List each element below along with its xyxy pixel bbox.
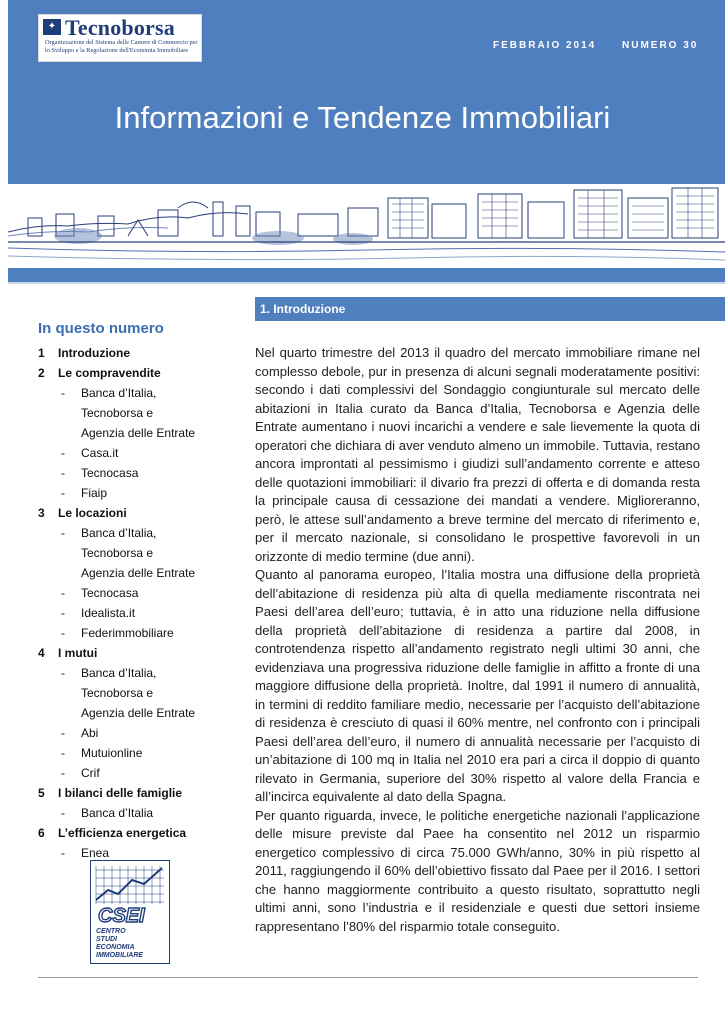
- toc-section: [38, 343, 228, 363]
- toc-subitem: [38, 583, 228, 603]
- toc-section-label: I bilanci delle famiglie: [58, 786, 183, 800]
- logo-name: Tecnoborsa: [65, 15, 175, 40]
- toc-dash: -: [61, 746, 65, 760]
- toc-subitem-label: Mutuionline: [81, 746, 143, 760]
- toc-section-label: Le compravendite: [58, 366, 161, 380]
- toc-subitem-label: Tecnocasa: [81, 466, 139, 480]
- toc-section-number: 4: [38, 646, 45, 660]
- toc-subitem-label: Agenzia delle Entrate: [81, 706, 196, 720]
- toc-section-label: Le locazioni: [58, 506, 127, 520]
- toc-subitem-label: Tecnoborsa e: [81, 546, 154, 560]
- toc-subitem-label: Federimmobiliare: [81, 626, 174, 640]
- toc-subitem-label: Banca d’Italia,: [81, 386, 157, 400]
- table-of-contents: [38, 343, 228, 863]
- toc-subitem: [38, 723, 228, 743]
- city-skyline-illustration: [8, 184, 725, 268]
- toc-dash: -: [61, 386, 65, 400]
- toc-section-number: 5: [38, 786, 45, 800]
- chamber-emblem-icon: ✦: [43, 19, 61, 35]
- toc-section: [38, 783, 228, 803]
- toc-dash: -: [61, 726, 65, 740]
- csei-line-4: IMMOBILIARE: [96, 952, 144, 959]
- header-divider: [8, 282, 725, 284]
- toc-subitem: [38, 803, 228, 823]
- paragraph: Nel quarto trimestre del 2013 il quadro del mercato immobiliare rimane nel complesso debole, pur in presenza di alcuni segnali moderatamente positivi: secondo i dati complessivi del Sondaggio congiunturale sul mercato delle abitazioni in Italia curato da Banca d’Italia, Tecnoborsa e Agenzia delle Entrate aumentano i nuovi incarichi a vendere e sale lievemente la quota di operatori che dichiara di aver venduto almeno un immobile. Tuttavia, restano ancora improntati al pessimismo i giudizi sull’andamento corrente e atteso delle quotazioni immobiliari: il divario fra prezzi di offerta e di domanda resta la principale causa di cessazione dei mandati a vendere. Miglioreranno, però, le attese sull’andamento a breve termine del mercato di riferimento e, per il mercato nazionale, si consolidano le prospettive favorevoli in un orizzonte di medio termine (due anni).: [255, 345, 700, 564]
- issue-date: FEBBRAIO 2014: [493, 40, 597, 51]
- paragraph: Per quanto riguarda, invece, le politiche energetiche nazionali l’applicazione delle misure previste dal Paee ha consentito nel 2012 un risparmio energetico complessivo di circa 75.000 GWh/anno, 30% in più rispetto al 2011, raggiungendo il 60% dell’obiettivo fissato dal Paee per il 2016. I settori che hanno maggiormente contribuito a questo risultato, soprattutto negli ultimi anni, sono l’industria e il residenziale e questi due settori insieme rappresentano l’80% del risparmio totale conseguito.: [255, 807, 700, 934]
- toc-subitem: [38, 663, 228, 723]
- csei-line-1: CENTRO: [96, 928, 126, 935]
- toc-subitem-label: Tecnoborsa e: [81, 686, 154, 700]
- toc-heading: In questo numero: [38, 320, 164, 337]
- section-title: 1. Introduzione: [260, 302, 346, 316]
- toc-subitem-label: Tecnoborsa e: [81, 406, 154, 420]
- toc-section-number: 6: [38, 826, 45, 840]
- toc-subitem-label: Agenzia delle Entrate: [81, 426, 196, 440]
- toc-section-label: L’efficienza energetica: [58, 826, 187, 840]
- toc-subitem: [38, 463, 228, 483]
- toc-section-number: 1: [38, 346, 45, 360]
- toc-section-label: Introduzione: [58, 346, 130, 360]
- csei-line-3: ECONOMIA: [96, 944, 135, 951]
- toc-subitem-label: Enea: [81, 846, 110, 860]
- toc-dash: -: [61, 486, 65, 500]
- toc-subitem-label: Idealista.it: [81, 606, 136, 620]
- toc-dash: -: [61, 766, 65, 780]
- toc-dash: -: [61, 606, 65, 620]
- footer-divider: [38, 977, 698, 978]
- toc-dash: -: [61, 666, 65, 680]
- toc-dash: -: [61, 526, 65, 540]
- toc-subitem-label: Banca d’Italia,: [81, 666, 157, 680]
- toc-subitem: [38, 743, 228, 763]
- toc-subitem: [38, 443, 228, 463]
- toc-section: [38, 363, 228, 383]
- article-body: [255, 344, 700, 936]
- toc-dash: -: [61, 446, 65, 460]
- section-header-bar: [255, 297, 725, 321]
- csei-logo-name: CSEI: [98, 905, 145, 927]
- toc-subitem: [38, 763, 228, 783]
- toc-subitem-label: Crif: [81, 766, 100, 780]
- toc-subitem-label: Tecnocasa: [81, 586, 139, 600]
- toc-subitem: [38, 383, 228, 443]
- toc-section-number: 2: [38, 366, 45, 380]
- csei-line-2: STUDI: [96, 936, 117, 943]
- toc-section-label: I mutui: [58, 646, 98, 660]
- toc-section: [38, 823, 228, 843]
- toc-subitem: [38, 523, 228, 583]
- issue-number: NUMERO 30: [622, 40, 699, 51]
- toc-dash: -: [61, 466, 65, 480]
- toc-subitem: [38, 483, 228, 503]
- toc-dash: -: [61, 586, 65, 600]
- logo-subtitle: Organizzazione del Sistema delle Camere di Commercio per lo Sviluppo e la Regolazione dell'Economia Immobiliare: [45, 39, 198, 54]
- toc-dash: -: [61, 806, 65, 820]
- toc-subitem-label: Casa.it: [81, 446, 119, 460]
- toc-subitem-label: Agenzia delle Entrate: [81, 566, 196, 580]
- toc-subitem: [38, 603, 228, 623]
- toc-dash: -: [61, 846, 65, 860]
- toc-subitem-label: Banca d’Italia,: [81, 526, 157, 540]
- toc-subitem-label: Abi: [81, 726, 99, 740]
- toc-dash: -: [61, 626, 65, 640]
- toc-section-number: 3: [38, 506, 45, 520]
- toc-subitem: [38, 623, 228, 643]
- paragraph: Quanto al panorama europeo, l’Italia mostra una diffusione della proprietà dell’abitazione di residenza più alta di quella mediamente riscontrata nei Paesi dell’area dell’euro; tuttavia, è in atto una riduzione nella diffusione della proprietà dell’abitazione di residenza a partire dal 2008, in controtendenza rispetto all’andamento registrato negli ultimi 30 anni, che evidenziava una progressiva riduzione delle famiglie in affitto a fronte di una maggiore diffusione della proprietà. Inoltre, dal 1991 il numero di annualità, in termini di reddito familiare medio, necessarie per l’acquisto dell’abitazione di residenza è cresciuto di quasi il 60% mentre, nel confronto con i principali Paesi dell’area dell’euro, il numero di annualità necessarie per l’acquisto di un’abitazione di 100 mq in Italia nel 2010 era pari a circa il doppio di quanto rilevato in Germania, superiore del 30% rispetto al valore della Francia e all’incirca equivalente al dato della Spagna.: [255, 567, 700, 804]
- toc-section: [38, 503, 228, 523]
- toc-section: [38, 643, 228, 663]
- tecnoborsa-logo: [38, 14, 202, 62]
- csei-logo: [90, 860, 170, 964]
- toc-subitem-label: Fiaip: [81, 486, 108, 500]
- toc-subitem-label: Banca d’Italia: [81, 806, 154, 820]
- page-title: Informazioni e Tendenze Immobiliari: [114, 100, 611, 135]
